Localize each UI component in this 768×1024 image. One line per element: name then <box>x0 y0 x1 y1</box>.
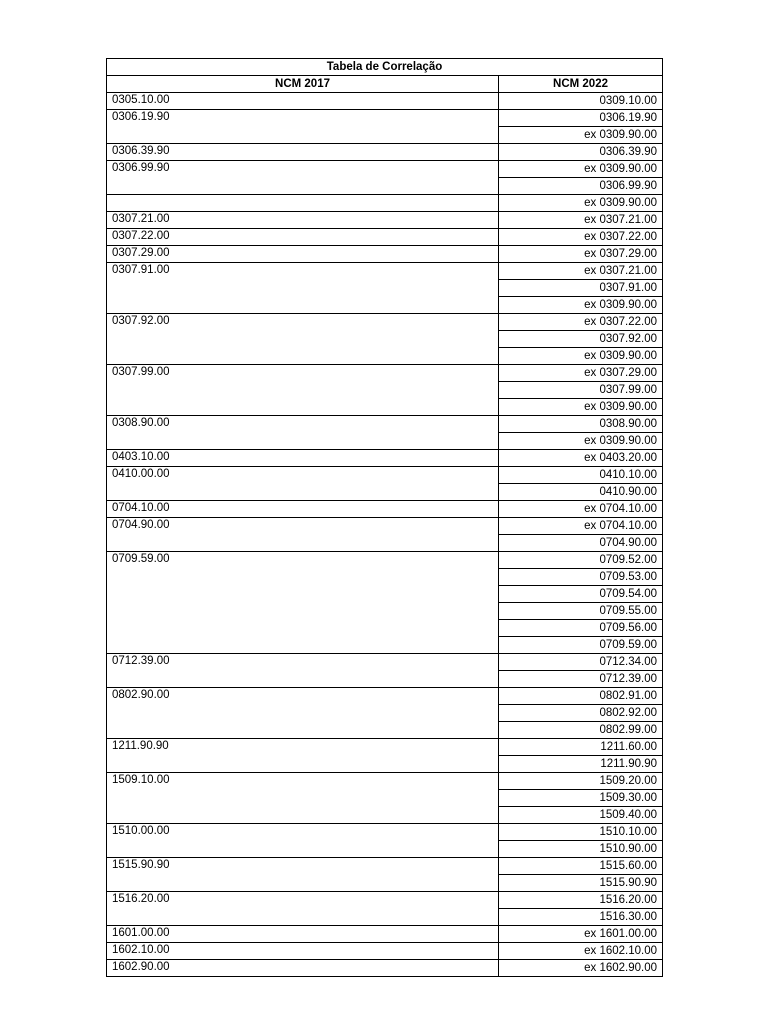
table-row <box>107 824 663 841</box>
ncm-2022-cell: 1516.30.00 <box>499 909 663 926</box>
ncm-2022-cell: 0308.90.00 <box>499 416 663 433</box>
table-row <box>107 552 663 569</box>
table-row <box>107 858 663 875</box>
ncm-2022-cell: 1515.90.90 <box>499 875 663 892</box>
table-row <box>107 144 663 161</box>
table-row <box>107 110 663 127</box>
ncm-2017-cell: 0307.22.00 <box>107 229 499 246</box>
table-row <box>107 467 663 484</box>
ncm-2017-cell: 0709.59.00 <box>107 552 499 654</box>
table-title: Tabela de Correlação <box>107 59 663 76</box>
ncm-2022-cell: 0709.53.00 <box>499 569 663 586</box>
ncm-2022-cell: ex 1602.90.00 <box>499 960 663 977</box>
ncm-2022-cell: 0306.99.90 <box>499 178 663 195</box>
table-row <box>107 518 663 535</box>
ncm-2022-cell: 0309.10.00 <box>499 93 663 110</box>
table-row <box>107 739 663 756</box>
ncm-2022-cell: 1211.90.90 <box>499 756 663 773</box>
ncm-2022-cell: 0802.92.00 <box>499 705 663 722</box>
correlation-table <box>106 58 663 977</box>
table-row <box>107 161 663 178</box>
ncm-2017-cell: 0307.21.00 <box>107 212 499 229</box>
table-row <box>107 943 663 960</box>
ncm-2022-cell: 0712.34.00 <box>499 654 663 671</box>
ncm-2017-cell <box>107 195 499 212</box>
ncm-2022-cell: ex 0307.22.00 <box>499 229 663 246</box>
table-row <box>107 688 663 705</box>
table-row <box>107 195 663 212</box>
ncm-2017-cell: 0306.99.90 <box>107 161 499 195</box>
ncm-2022-cell: 0709.56.00 <box>499 620 663 637</box>
ncm-2022-cell: 1516.20.00 <box>499 892 663 909</box>
table-row <box>107 93 663 110</box>
ncm-2017-cell: 0704.10.00 <box>107 501 499 518</box>
ncm-2022-cell: 0709.59.00 <box>499 637 663 654</box>
ncm-2022-cell: ex 0309.90.00 <box>499 127 663 144</box>
ncm-2022-cell: ex 0309.90.00 <box>499 399 663 416</box>
table-row <box>107 229 663 246</box>
ncm-2022-cell: 0307.99.00 <box>499 382 663 399</box>
table-row <box>107 450 663 467</box>
ncm-2017-cell: 1602.10.00 <box>107 943 499 960</box>
ncm-2017-cell: 1601.00.00 <box>107 926 499 943</box>
ncm-2022-cell: 0704.90.00 <box>499 535 663 552</box>
ncm-2017-cell: 1602.90.00 <box>107 960 499 977</box>
ncm-2022-cell: 1510.10.00 <box>499 824 663 841</box>
table-row <box>107 654 663 671</box>
title-row <box>107 59 663 76</box>
ncm-2022-cell: 0307.92.00 <box>499 331 663 348</box>
ncm-2017-cell: 0704.90.00 <box>107 518 499 552</box>
ncm-2022-cell: 0712.39.00 <box>499 671 663 688</box>
ncm-2022-cell: 0307.91.00 <box>499 280 663 297</box>
ncm-2022-cell: ex 0403.20.00 <box>499 450 663 467</box>
table-body <box>107 93 663 977</box>
ncm-2017-cell: 0308.90.00 <box>107 416 499 450</box>
ncm-2022-cell: ex 0309.90.00 <box>499 195 663 212</box>
ncm-2022-cell: ex 1601.00.00 <box>499 926 663 943</box>
ncm-2017-cell: 0306.39.90 <box>107 144 499 161</box>
ncm-2017-cell: 1516.20.00 <box>107 892 499 926</box>
ncm-2022-cell: ex 0704.10.00 <box>499 501 663 518</box>
table-row <box>107 246 663 263</box>
ncm-2022-cell: 1509.30.00 <box>499 790 663 807</box>
table-row <box>107 263 663 280</box>
header-ncm-2017: NCM 2017 <box>107 76 499 93</box>
ncm-2017-cell: 0403.10.00 <box>107 450 499 467</box>
ncm-2022-cell: 0306.39.90 <box>499 144 663 161</box>
table-row <box>107 416 663 433</box>
ncm-2017-cell: 0410.00.00 <box>107 467 499 501</box>
ncm-2022-cell: ex 0307.22.00 <box>499 314 663 331</box>
ncm-2022-cell: ex 0309.90.00 <box>499 161 663 178</box>
ncm-2022-cell: ex 1602.10.00 <box>499 943 663 960</box>
ncm-2022-cell: ex 0309.90.00 <box>499 297 663 314</box>
ncm-2022-cell: 0709.54.00 <box>499 586 663 603</box>
ncm-2017-cell: 0307.91.00 <box>107 263 499 314</box>
correlation-sheet <box>106 58 662 977</box>
ncm-2022-cell: ex 0309.90.00 <box>499 433 663 450</box>
ncm-2022-cell: ex 0309.90.00 <box>499 348 663 365</box>
ncm-2017-cell: 1515.90.90 <box>107 858 499 892</box>
ncm-2022-cell: 0410.10.00 <box>499 467 663 484</box>
ncm-2017-cell: 0307.92.00 <box>107 314 499 365</box>
table-row <box>107 892 663 909</box>
ncm-2022-cell: 0802.99.00 <box>499 722 663 739</box>
table-row <box>107 314 663 331</box>
ncm-2017-cell: 0306.19.90 <box>107 110 499 144</box>
ncm-2022-cell: 1515.60.00 <box>499 858 663 875</box>
ncm-2022-cell: ex 0307.21.00 <box>499 212 663 229</box>
ncm-2022-cell: 0306.19.90 <box>499 110 663 127</box>
ncm-2017-cell: 0307.29.00 <box>107 246 499 263</box>
header-ncm-2022: NCM 2022 <box>499 76 663 93</box>
table-row <box>107 960 663 977</box>
ncm-2022-cell: 1509.20.00 <box>499 773 663 790</box>
ncm-2017-cell: 1509.10.00 <box>107 773 499 824</box>
ncm-2017-cell: 0712.39.00 <box>107 654 499 688</box>
header-row <box>107 76 663 93</box>
ncm-2022-cell: 0709.55.00 <box>499 603 663 620</box>
table-row <box>107 365 663 382</box>
ncm-2022-cell: 0709.52.00 <box>499 552 663 569</box>
ncm-2022-cell: 1211.60.00 <box>499 739 663 756</box>
ncm-2022-cell: 1510.90.00 <box>499 841 663 858</box>
ncm-2022-cell: ex 0307.21.00 <box>499 263 663 280</box>
table-row <box>107 212 663 229</box>
ncm-2017-cell: 1510.00.00 <box>107 824 499 858</box>
ncm-2022-cell: ex 0704.10.00 <box>499 518 663 535</box>
ncm-2022-cell: 1509.40.00 <box>499 807 663 824</box>
ncm-2017-cell: 0802.90.00 <box>107 688 499 739</box>
ncm-2017-cell: 0305.10.00 <box>107 93 499 110</box>
ncm-2022-cell: ex 0307.29.00 <box>499 246 663 263</box>
ncm-2017-cell: 1211.90.90 <box>107 739 499 773</box>
ncm-2022-cell: 0802.91.00 <box>499 688 663 705</box>
ncm-2017-cell: 0307.99.00 <box>107 365 499 416</box>
table-row <box>107 501 663 518</box>
table-row <box>107 773 663 790</box>
table-row <box>107 926 663 943</box>
ncm-2022-cell: 0410.90.00 <box>499 484 663 501</box>
ncm-2022-cell: ex 0307.29.00 <box>499 365 663 382</box>
